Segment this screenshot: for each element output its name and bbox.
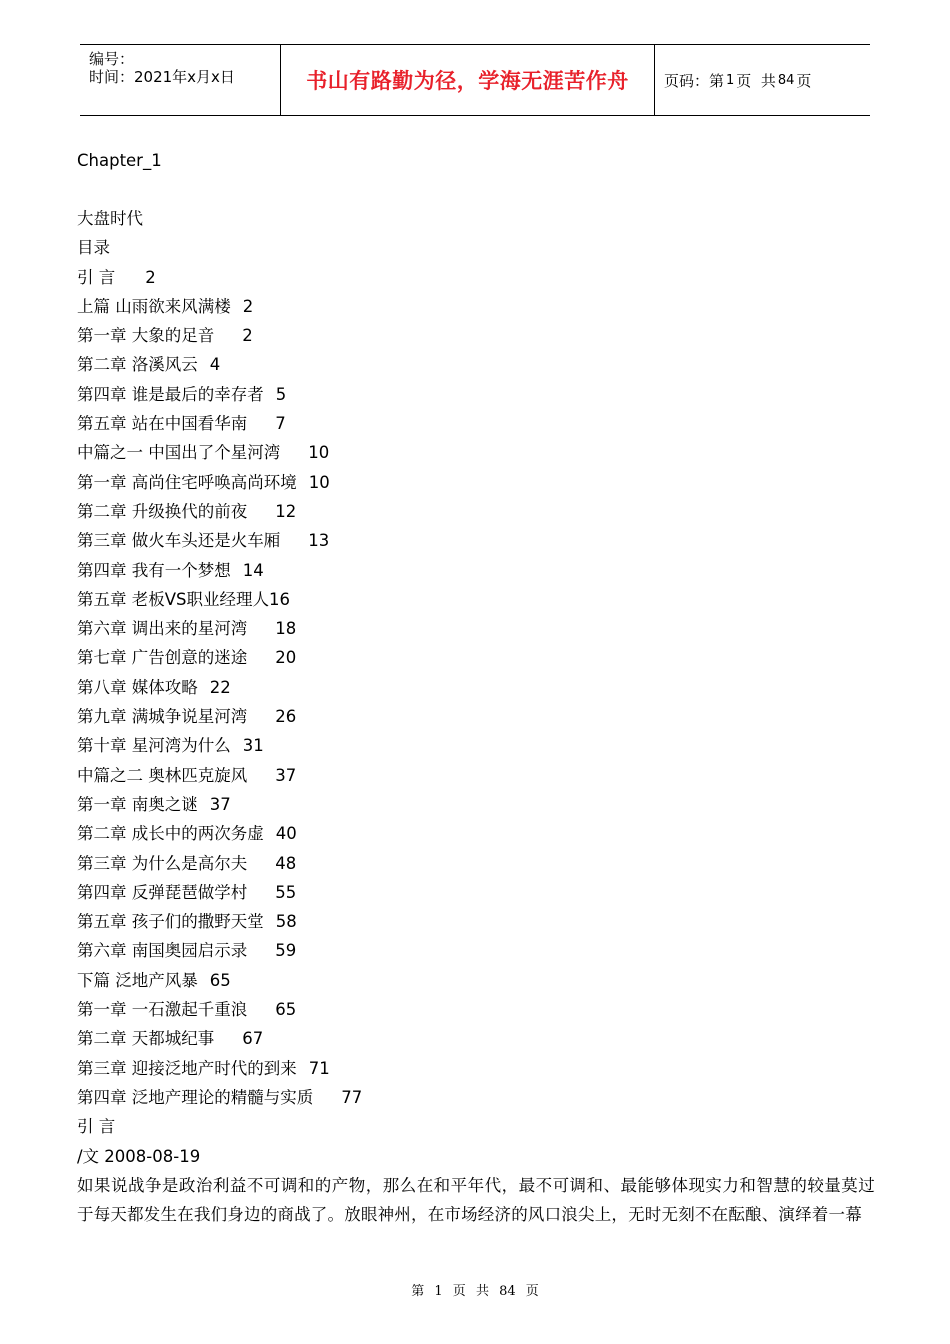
chapter-heading: Chapter_1 — [77, 151, 162, 170]
toc-entry-page: 2 — [242, 296, 254, 316]
toc-entry — [77, 438, 875, 467]
header-page-info — [655, 45, 870, 115]
toc-entry-title: 第二章 升级换代的前夜 — [77, 501, 248, 521]
toc-entry — [77, 966, 875, 995]
toc-entry-title: 第一章 高尚住宅呼唤高尚环境 — [77, 472, 297, 492]
header-motto: 书山有路勤为径，学海无涯苦作舟 — [281, 45, 655, 115]
toc-entry-title: 第二章 天都城纪事 — [77, 1029, 215, 1049]
toc-entry-page: 40 — [275, 824, 297, 844]
toc-entry-page: 22 — [209, 677, 231, 697]
toc-entry-page: 58 — [275, 912, 297, 932]
toc-entry-page: 37 — [275, 765, 297, 785]
toc-entry-page: 67 — [242, 1029, 264, 1049]
toc-entry-title: 第三章 为什么是高尔夫 — [77, 853, 248, 873]
toc-entry-title: 第五章 站在中国看华南 — [77, 414, 248, 434]
header-page-suffix: 页 — [796, 71, 812, 90]
toc-entry — [77, 614, 875, 643]
toc-entry — [77, 995, 875, 1024]
toc-entry-page: 4 — [209, 355, 221, 375]
toc-entry-page: 77 — [341, 1087, 363, 1107]
toc-entry — [77, 380, 875, 409]
toc-entry-page: 5 — [275, 384, 287, 404]
toc-entry-page: 71 — [308, 1058, 330, 1078]
toc-entry-title: 中篇之二 奥林匹克旋风 — [77, 765, 248, 785]
page-header — [80, 44, 870, 116]
toc-entry — [77, 1024, 875, 1053]
footer-total-pages: 84 — [499, 1284, 516, 1299]
toc-entry-page: 37 — [209, 794, 231, 814]
toc-entry — [77, 1054, 875, 1083]
toc-entry — [77, 731, 875, 760]
footer-mid: 页 — [452, 1284, 466, 1299]
toc-entry — [77, 350, 875, 379]
toc-entry-title: 第四章 谁是最后的幸存者 — [77, 384, 264, 404]
toc-heading: 目录 — [77, 238, 110, 258]
toc-entry-page: 20 — [275, 648, 297, 668]
toc-entry-title: 第一章 南奥之谜 — [77, 794, 198, 814]
toc-entry — [77, 1083, 875, 1112]
toc-entry — [77, 761, 875, 790]
toc-entry — [77, 556, 875, 585]
toc-entry-page: 14 — [242, 560, 264, 580]
toc-entry — [77, 468, 875, 497]
toc-entry — [77, 526, 875, 555]
intro-heading: 引 言 — [77, 1117, 116, 1137]
toc-entry-title: 第一章 大象的足音 — [77, 326, 215, 346]
toc-entry-page: 48 — [275, 853, 297, 873]
header-page-total: 84 — [777, 72, 795, 88]
intro-paragraph: 如果说战争是政治利益不可调和的产物，那么在和平年代，最不可调和、最能够体现实力和智慧的较量莫过于每天都发生在我们身边的商战了。放眼神州，在市场经济的风口浪尖上，无时无刻不在酝酿、演绎着一幕 — [77, 1175, 875, 1225]
toc-entry — [77, 702, 875, 731]
toc-entry-page: 18 — [275, 619, 297, 639]
toc-entry-page: 10 — [308, 443, 330, 463]
toc-entry-page: 2 — [145, 267, 156, 287]
toc-entry — [77, 263, 875, 292]
toc-entry-title: 中篇之一 中国出了个星河湾 — [77, 443, 281, 463]
toc-entry-page: 31 — [242, 736, 264, 756]
toc-entry-title: 第三章 迎接泛地产时代的到来 — [77, 1058, 297, 1078]
header-info — [80, 45, 281, 115]
page-footer — [0, 1280, 950, 1299]
toc-entry-title: 第五章 老板VS职业经理人 — [77, 589, 270, 609]
toc-entry-title: 下篇 泛地产风暴 — [77, 970, 198, 990]
toc-entry — [77, 936, 875, 965]
toc-entry — [77, 643, 875, 672]
document-number-label: 编号： — [89, 50, 135, 68]
toc-entry — [77, 878, 875, 907]
footer-current-page: 1 — [434, 1284, 443, 1299]
toc-entry-page: 65 — [275, 1000, 297, 1020]
footer-total-prefix: 共 — [475, 1284, 489, 1299]
table-of-contents — [77, 263, 875, 1113]
toc-entry-title: 第十章 星河湾为什么 — [77, 736, 231, 756]
toc-entry — [77, 790, 875, 819]
toc-entry-page: 26 — [275, 707, 297, 727]
byline: /文 2008-08-19 — [77, 1146, 201, 1166]
toc-entry-page: 2 — [242, 326, 253, 346]
toc-entry-title: 第七章 广告创意的迷途 — [77, 648, 248, 668]
toc-entry — [77, 819, 875, 848]
footer-suffix: 页 — [525, 1284, 539, 1299]
toc-entry — [77, 292, 875, 321]
toc-entry-title: 第一章 一石激起千重浪 — [77, 1000, 248, 1020]
book-title: 大盘时代 — [77, 209, 143, 228]
header-page-current: 1 — [726, 72, 735, 88]
toc-entry-title: 第六章 调出来的星河湾 — [77, 619, 248, 639]
toc-entry-title: 第六章 南国奥园启示录 — [77, 941, 248, 961]
header-page-prefix: 页码：第 — [664, 71, 725, 90]
toc-entry — [77, 409, 875, 438]
toc-entry-page: 65 — [209, 970, 231, 990]
toc-entry-title: 第二章 洛溪风云 — [77, 355, 198, 375]
toc-entry-title: 引 言 — [77, 267, 116, 287]
toc-entry-title: 上篇 山雨欲来风满楼 — [77, 296, 231, 316]
toc-entry-page: 10 — [308, 472, 330, 492]
toc-entry-page: 59 — [275, 941, 297, 961]
toc-entry-page: 13 — [308, 531, 330, 551]
header-page-mid: 页 共 — [736, 71, 776, 90]
toc-entry-page: 16 — [269, 589, 291, 609]
document-time-label: 时间：2021年x月x日 — [89, 68, 235, 86]
toc-entry — [77, 321, 875, 350]
toc-entry — [77, 849, 875, 878]
toc-entry-title: 第四章 反弹琵琶做学村 — [77, 882, 248, 902]
toc-entry — [77, 907, 875, 936]
toc-entry-title: 第八章 媒体攻略 — [77, 677, 198, 697]
toc-entry-title: 第三章 做火车头还是火车厢 — [77, 531, 281, 551]
toc-entry-page: 7 — [275, 414, 286, 434]
footer-prefix: 第 — [411, 1284, 425, 1299]
toc-entry-title: 第九章 满城争说星河湾 — [77, 707, 248, 727]
toc-entry-title: 第五章 孩子们的撒野天堂 — [77, 912, 264, 932]
document-body — [77, 146, 875, 1229]
toc-entry-title: 第四章 泛地产理论的精髓与实质 — [77, 1087, 314, 1107]
toc-entry-title: 第四章 我有一个梦想 — [77, 560, 231, 580]
toc-entry-page: 12 — [275, 501, 297, 521]
toc-entry — [77, 673, 875, 702]
toc-entry-page: 55 — [275, 882, 297, 902]
toc-entry — [77, 585, 875, 614]
toc-entry — [77, 497, 875, 526]
toc-entry-title: 第二章 成长中的两次务虚 — [77, 824, 264, 844]
